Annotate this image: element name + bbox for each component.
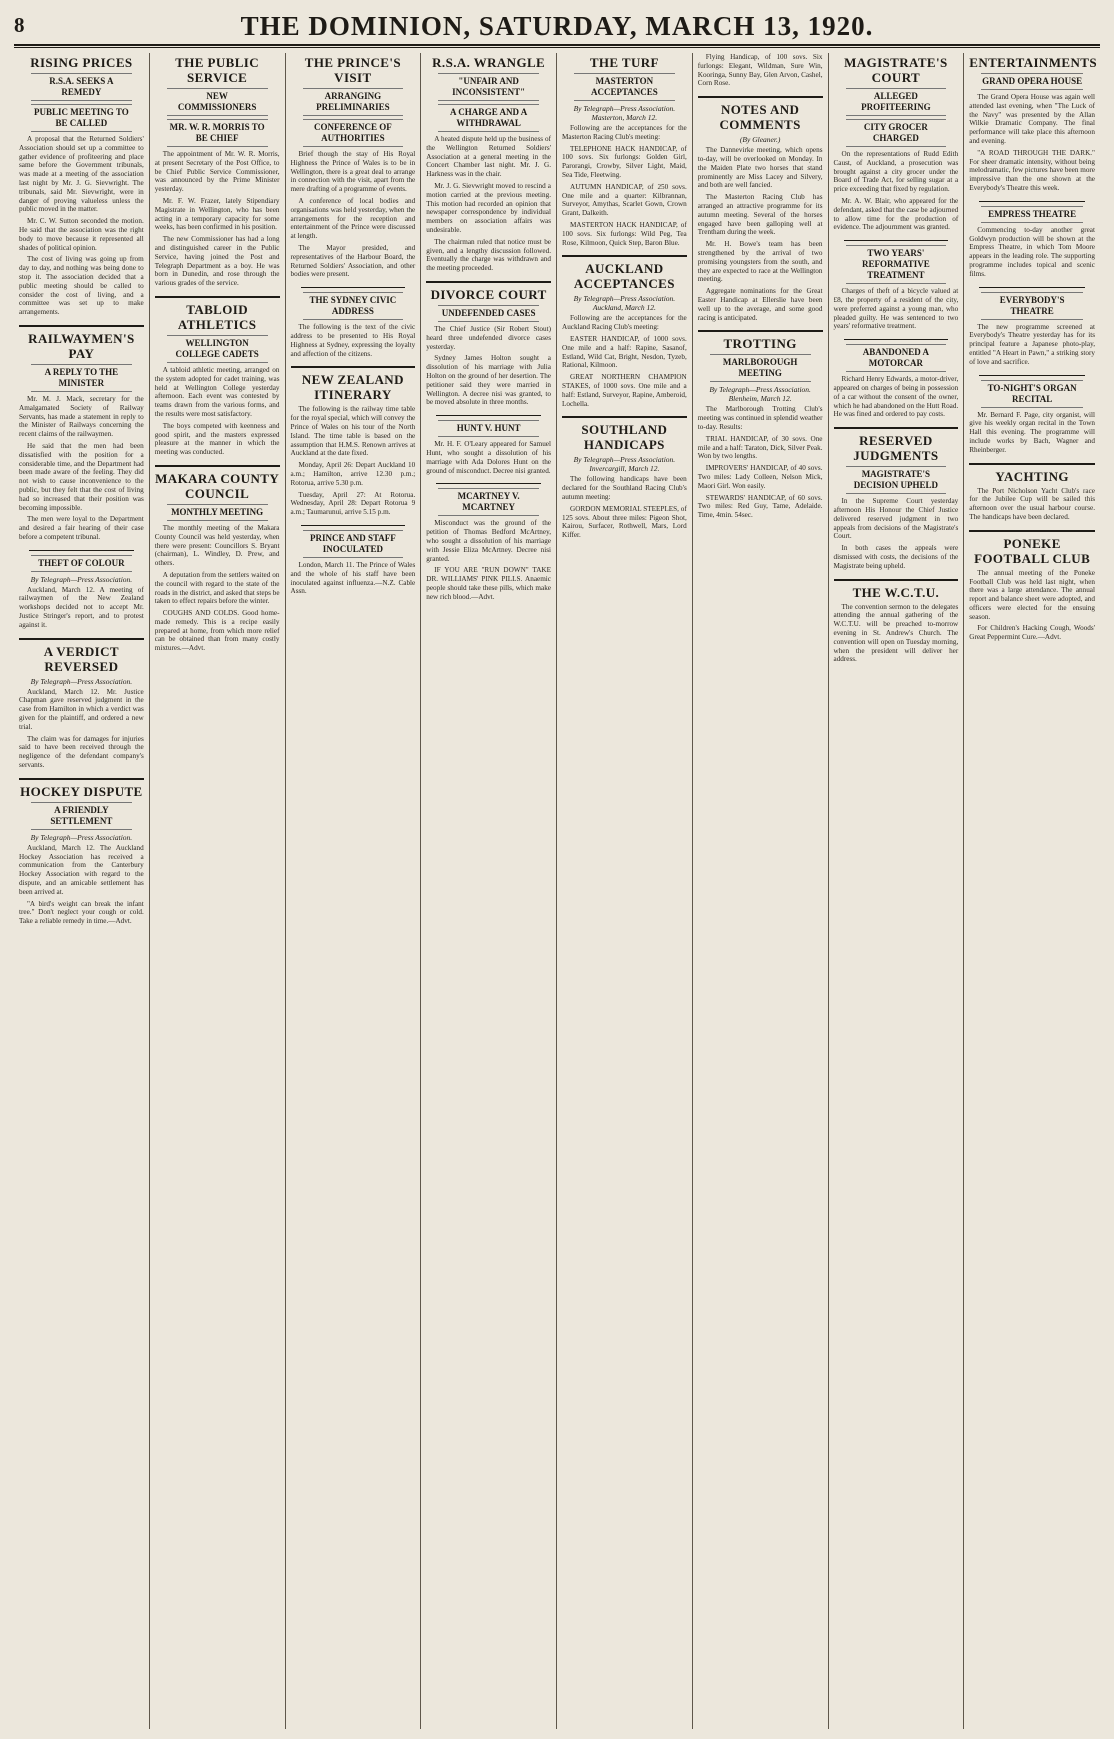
column-6	[693, 53, 829, 1729]
article	[969, 530, 1095, 642]
paragraph: On the representations of Rudd Edith Caust, of Auckland, a prosecution was brought against a city grocer under the Board of Trade Act, for selling sugar at a price exceeding that fixed by regulation.	[833, 150, 959, 194]
article	[291, 366, 416, 517]
paragraph: Misconduct was the ground of the petition of Thomas Bedford McArtney, who sought a dissolution of his marriage with Jessie Eliza McArtney. Decree nisi granted.	[426, 519, 551, 563]
paragraph: Mr. C. W. Sutton seconded the motion. He said that the association was the right body to move because it represented all shades of political opinion.	[19, 217, 144, 252]
headline: SOUTHLAND HANDICAPS	[581, 422, 668, 453]
column-8	[964, 53, 1100, 1729]
paragraph: Commencing to-day another great Goldwyn production will be shown at the Empress Theatre, in which Tom Moore appears in the leading role. The supporting programme includes topical and scenic films.	[969, 225, 1095, 278]
article-divider	[834, 427, 959, 429]
article	[19, 638, 144, 770]
paragraph: A conference of local bodies and organisations was held yesterday, when the arrangements for the reception and entertainment of the Prince were discussed at length.	[290, 196, 416, 241]
subheadline: THE SYDNEY CIVIC ADDRESS	[303, 292, 404, 320]
paragraph: Flying Handicap, of 100 sovs. Six furlongs: Elegant, Wildman, Sure Win, Kooringa, Sunny Bay, Glen Arvon, Cashel, Corn Rose.	[697, 53, 823, 88]
paragraph: The cost of living was going up from day to day, and nothing was being done to stop it. The association decided that a public meeting should be called to consider the cost of living, and a committee was set up to make arrangements.	[19, 255, 144, 317]
byline: By Telegraph—Press Association. Blenheim, March 12.	[709, 385, 811, 404]
article-divider	[698, 96, 823, 98]
subheadline: A REPLY TO THE MINISTER	[31, 364, 132, 392]
article	[969, 201, 1095, 279]
subheadline: TO-NIGHT'S ORGAN RECITAL	[981, 380, 1083, 408]
article-divider	[19, 325, 144, 327]
paragraph: The Dannevirke meeting, which opens to-day, will be overlooked on Monday. In the Maiden Plate two horses that stand prominently are Miss Lacey and Silvery, and both are well fancied.	[697, 146, 823, 190]
paragraph: "A ROAD THROUGH THE DARK." For sheer dramatic intensity, without being melodramatic, few pictures have been more impressive than the one shown at the Everybody's Theatre this week.	[969, 148, 1095, 192]
article	[19, 778, 144, 926]
paragraph: Mr. H. Bowe's team has been strengthened by the arrival of two promising youngsters from the south, and they are expected to race at the Wellington meeting.	[697, 240, 823, 284]
paragraph: Mr. H. F. O'Leary appeared for Samuel Hunt, who sought a dissolution of his marriage with Ada Dolores Hunt on the ground of misconduct. Decree nisi granted.	[426, 440, 551, 475]
headline: MAGISTRATE'S COURT	[844, 55, 948, 85]
paragraph: The Mayor presided, and representatives of the Harbour Board, the Returned Soldiers' Association, and other bodies were present.	[290, 243, 416, 279]
article	[562, 255, 687, 408]
headline: RISING PRICES	[30, 55, 133, 70]
paragraph: Mr. J. G. Sievwright moved to rescind a motion carried at the previous meeting. This motion had recorded an opinion that newspaper correspondence by individual members on association affairs was undesirable.	[426, 181, 551, 234]
article	[426, 55, 551, 273]
headline: NOTES AND COMMENTS	[719, 102, 801, 133]
paragraph: Tuesday, April 27: At Rotorua. Wednesday, April 28: Depart Rotorua 9 a.m.; Taumarunui, arrive 5.15 p.m.	[290, 490, 416, 517]
headline: TABLOID ATHLETICS	[177, 301, 257, 332]
subheadline: ARRANGING PRELIMINARIES	[303, 88, 404, 116]
subheadline: PUBLIC MEETING TO BE CALLED	[31, 104, 132, 132]
column-7	[829, 53, 965, 1729]
subheadline: CONFERENCE OF AUTHORITIES	[303, 119, 404, 147]
article-divider	[969, 463, 1095, 465]
article	[969, 55, 1095, 193]
paragraph: Mr. F. W. Frazer, lately Stipendiary Magistrate in Wellington, who has been acting in a temporary capacity for some weeks, has been confirmed in his position.	[154, 196, 280, 232]
headline: ENTERTAINMENTS	[969, 55, 1097, 70]
paragraph: "A bird's weight can break the infant tree." Don't neglect your cough or cold. Take a reliable remedy in time.—Advt.	[19, 899, 144, 926]
paragraph: STEWARDS' HANDICAP, of 60 sovs. Two miles: Red Guy, Tame, Adelaide. Time, 4min. 54sec.	[697, 493, 823, 520]
article-divider	[698, 330, 823, 332]
article-divider	[436, 483, 541, 484]
article	[834, 427, 959, 570]
paragraph: Auckland, March 12. The Auckland Hockey Association has received a communication from the Canterbury Hockey Association with regard to the dispute, and an amicable settlement has been arrived at.	[19, 843, 144, 896]
article	[155, 296, 280, 457]
paragraph: A tabloid athletic meeting, arranged on the system adopted for cadet training, was held at Wellington College yesterday afternoon. Each event was contested by teams drawn from the various forms, and the results were most satisfactory.	[154, 365, 280, 418]
subheadline: MARLBOROUGH MEETING	[710, 354, 811, 382]
article-divider	[301, 287, 406, 288]
paragraph: Brief though the stay of His Royal Highness the Prince of Wales is to be in Wellington, there is a great deal to arrange in connection with the visit, apart from the mere drafting of a programme of events.	[290, 150, 416, 194]
article	[291, 287, 416, 358]
paragraph: Following are the acceptances for the Auckland Racing Club's meeting:	[562, 314, 687, 332]
byline: By Telegraph—Press Association. Invercargill, March 12.	[573, 455, 676, 474]
paragraph: A deputation from the settlers waited on the council with regard to the state of the roads in the district, and asked that steps be taken to effect repairs before the winter.	[154, 570, 280, 606]
article-divider	[29, 550, 134, 551]
paragraph: MASTERTON HACK HANDICAP, of 100 sovs. Six furlongs: Wild Peg, Tea Rose, Kilmoon, Quick Step, Baron Blue.	[562, 220, 687, 247]
headline: THE PUBLIC SERVICE	[175, 55, 260, 85]
paragraph: The claim was for damages for injuries said to have been received through the negligence of the defendant company's servants.	[19, 734, 144, 770]
article-divider	[19, 778, 144, 780]
paragraph: COUGHS AND COLDS. Good home-made remedy. This is a recipe easily prepared at home, from which more relief can be obtained than from many costly mixtures.—Advt.	[154, 609, 280, 653]
article-divider	[19, 638, 144, 640]
column-1	[14, 53, 150, 1729]
article-divider	[979, 287, 1085, 288]
byline: By Telegraph—Press Association.	[30, 574, 133, 584]
headline: YACHTING	[995, 468, 1069, 484]
article	[19, 55, 144, 317]
subheadline: A CHARGE AND A WITHDRAWAL	[438, 104, 539, 132]
page-number: 8	[14, 13, 25, 37]
paragraph: The new Commissioner has had a long and distinguished career in the Public Service, having joined the Post and Telegraph Department as a boy. He was born in Dunedin, and rose through the various grades of the service.	[154, 235, 280, 288]
headline: MAKARA COUNTY COUNCIL	[155, 470, 280, 501]
paragraph: Sydney James Holton sought a dissolution of his marriage with Julia Holton on the ground of her desertion. The petitioner said they were married in Wellington. A decree nisi was granted, to be moved absolute in three months.	[426, 354, 551, 407]
headline: THE PRINCE'S VISIT	[304, 55, 401, 85]
paragraph: The Grand Opera House was again well attended last evening, when "The Luck of the Navy" was presented by the Allan Wilkie Dramatic Company. The final performance will take place this afternoon and evening.	[969, 93, 1095, 145]
article-divider	[562, 255, 687, 257]
paragraph: For Children's Hacking Cough, Woods' Great Peppermint Cure.—Advt.	[969, 624, 1095, 642]
paragraph: Monday, April 26: Depart Auckland 10 a.m.; Hamilton, arrive 12.30 p.m.; Rotorua, arrive 5.30 p.m.	[290, 461, 416, 487]
article-divider	[979, 201, 1085, 202]
masthead	[14, 10, 1100, 46]
paragraph: GREAT NORTHERN CHAMPION STAKES, of 1000 sovs. One mile and a half: Estland, Surveyor, Rapine, Amberoid, Lochella.	[562, 373, 687, 408]
article	[426, 483, 551, 601]
article-divider	[291, 366, 416, 368]
subheadline: NEW COMMISSIONERS	[167, 88, 268, 116]
article	[698, 96, 823, 322]
paragraph: The boys competed with keenness and good spirit, and the masters expressed pleasure at the manner in which the meeting was conducted.	[154, 421, 280, 457]
paragraph: Mr. A. W. Blair, who appeared for the defendant, asked that the case be adjourned to allow time for the production of evidence. The adjournment was granted.	[833, 196, 959, 232]
paragraph: Aggregate nominations for the Great Easter Handicap at Ellerslie have been well up to the average, and some good racing is anticipated.	[697, 287, 823, 322]
article	[562, 416, 687, 540]
subheadline: HUNT V. HUNT	[438, 420, 539, 437]
subheadline: MONTHLY MEETING	[167, 504, 268, 521]
article-divider	[844, 240, 949, 241]
newspaper-title: THE DOMINION, SATURDAY, MARCH 13, 1920.	[240, 11, 874, 41]
subheadline: R.S.A. SEEKS A REMEDY	[31, 73, 132, 101]
paragraph: Mr. M. J. Mack, secretary for the Amalgamated Society of Railway Servants, has made a statement in reply to the Minister of Railways concerning the recent claims of the railwaymen.	[19, 394, 144, 439]
subheadline: GRAND OPERA HOUSE	[981, 73, 1083, 90]
article-divider	[436, 415, 541, 416]
subheadline: MR. W. R. MORRIS TO BE CHIEF	[167, 119, 268, 147]
article-divider	[155, 296, 280, 298]
paragraph: The convention sermon to the delegates attending the annual gathering of the W.C.T.U. will be preached to-morrow evening in St. Andrew's Church. The convention will open on Tuesday morning, when the president will deliver her address.	[833, 602, 959, 664]
subheadline: THEFT OF COLOUR	[31, 555, 132, 572]
article	[426, 281, 551, 407]
byline: (By Gleaner.)	[739, 135, 781, 145]
paragraph: The Port Nicholson Yacht Club's race for the Jubilee Cup will be sailed this afternoon over the usual harbour course. The handicaps have been declared.	[969, 486, 1095, 521]
paragraph: Auckland, March 12. A meeting of railwaymen of the New Zealand workshops decided not to accept Mr. Justice Stringer's report, and to protest against it.	[19, 585, 144, 629]
headline: DIVORCE COURT	[430, 286, 547, 302]
headline: NEW ZEALAND ITINERARY	[301, 372, 404, 403]
paragraph: TRIAL HANDICAP, of 30 sovs. One mile and a half: Taraton, Dick, Silver Peak. Won by two lengths.	[697, 434, 823, 461]
subheadline: UNDEFENDED CASES	[438, 305, 539, 322]
headline: RESERVED JUDGMENTS	[853, 433, 939, 464]
subheadline: MAGISTRATE'S DECISION UPHELD	[846, 466, 947, 494]
subheadline: EVERYBODY'S THEATRE	[981, 292, 1083, 320]
paragraph: TELEPHONE HACK HANDICAP, of 100 sovs. Six furlongs: Golden Girl, Parorangi, Crowby, Silver Light, Maid, Sea Tide, Fleetwing.	[562, 144, 687, 179]
paragraph: He said that the men had been dissatisfied with the position for a considerable time, and the Department had been made aware of the feeling. They did not wish to cause inconvenience to the public, but they felt that the cost of living had so increased that their position was becoming impossible.	[19, 441, 144, 512]
subheadline: PRINCE AND STAFF INOCULATED	[303, 530, 404, 558]
paragraph: The monthly meeting of the Makara County Council was held yesterday, when there were present: Councillors S. Bryant (chairman), L. Windley, D. Prew, and others.	[154, 523, 280, 568]
article	[155, 55, 280, 288]
subheadline: ALLEGED PROFITEERING	[846, 88, 947, 116]
article	[698, 53, 823, 88]
article	[698, 330, 823, 520]
headline: RAILWAYMEN'S PAY	[28, 330, 135, 361]
paragraph: The Masterton Racing Club has arranged an attractive programme for its autumn meeting. Several of the horses engaged have been galloping well at Trentham during the week.	[697, 193, 823, 237]
subheadline: WELLINGTON COLLEGE CADETS	[167, 335, 268, 363]
masthead-rule	[14, 47, 1100, 48]
article-divider	[155, 465, 280, 467]
article-divider	[426, 281, 551, 283]
paragraph: The Chief Justice (Sir Robert Stout) heard three undefended divorce cases yesterday.	[426, 324, 551, 351]
article	[19, 325, 144, 542]
article	[155, 465, 280, 653]
column-4	[421, 53, 557, 1729]
paragraph: The annual meeting of the Poneke Football Club was held last night, when there was a large attendance. The annual report and balance sheet were adopted, and officers were elected for the ensuing season.	[969, 568, 1095, 621]
article	[834, 339, 959, 419]
paragraph: IF YOU ARE "RUN DOWN" TAKE DR. WILLIAMS' PINK PILLS. Anaemic people should take these pills, which make new rich blood.—Advt.	[426, 566, 551, 601]
paragraph: London, March 11. The Prince of Wales and the whole of his staff have been inoculated against influenza.—N.Z. Cable Assn.	[290, 560, 416, 596]
byline: By Telegraph—Press Association.	[30, 676, 133, 686]
headline: AUCKLAND ACCEPTANCES	[573, 261, 675, 292]
paragraph: In both cases the appeals were dismissed with costs, the decisions of the Magistrate being upheld.	[833, 544, 959, 570]
subheadline: ABANDONED A MOTORCAR	[846, 344, 947, 372]
article	[969, 375, 1095, 455]
paragraph: A heated dispute held up the business of the Wellington Returned Soldiers' Association at a general meeting in the Concert Chamber last night. Mr. J. G. Harkness was in the chair.	[426, 135, 551, 179]
subheadline: "UNFAIR AND INCONSISTENT"	[438, 73, 539, 101]
paragraph: The following is the railway time table for the royal special, which will convey the Prince of Wales on his tour of the North Island. The time table is based on the assumption that H.M.S. Renown arrives at Auckland at the date fixed.	[290, 405, 416, 458]
paragraph: Charges of theft of a bicycle valued at £8, the property of a resident of the city, were preferred against a young man, who pleaded guilty. He was sentenced to two years' reformative treatment.	[833, 287, 959, 331]
article-divider	[844, 339, 949, 340]
article	[834, 240, 959, 331]
subheadline: MCARTNEY V. MCARTNEY	[438, 488, 539, 516]
article-divider	[979, 375, 1085, 376]
headline: A VERDICT REVERSED	[43, 643, 119, 674]
article-divider	[834, 579, 959, 581]
paragraph: The chairman ruled that notice must be given, and a lengthy discussion followed. Eventually the charge was withdrawn and the meeting proceeded.	[426, 237, 551, 273]
paragraph: AUTUMN HANDICAP, of 250 sovs. One mile and a quarter: Kilbrannan, Surveyor, Amythas, Scarlet Gown, Crown Grant, Dalkeith.	[562, 182, 687, 218]
byline: By Telegraph—Press Association. Masterton, March 12.	[573, 104, 676, 122]
headline: THE TURF	[589, 55, 659, 70]
byline: By Telegraph—Press Association.	[30, 832, 133, 842]
subheadline: A FRIENDLY SETTLEMENT	[31, 802, 132, 830]
paragraph: The Marlborough Trotting Club's meeting was continued in splendid weather to-day. Results:	[697, 405, 823, 431]
article	[19, 550, 144, 630]
paragraph: GORDON MEMORIAL STEEPLES, of 125 sovs. About three miles: Pigeon Shot, Kairou, Surfacer, Rothwell, Mars, Lord Kiffer.	[562, 504, 687, 540]
paragraph: Mr. Bernard F. Page, city organist, will give his weekly organ recital in the Town Hall this evening. The programme will include works by Bach, Wagner and Rheinberger.	[969, 410, 1095, 454]
columns-grid	[14, 53, 1100, 1729]
paragraph: Richard Henry Edwards, a motor-driver, appeared on charges of being in possession of a car without the consent of the owner, which he had abandoned on the Hutt Road. He was fined and ordered to pay costs.	[833, 375, 959, 419]
headline: THE W.C.T.U.	[852, 584, 940, 600]
headline: HOCKEY DISPUTE	[20, 783, 143, 799]
article	[969, 463, 1095, 522]
headline: PONEKE FOOTBALL CLUB	[974, 535, 1091, 566]
article	[562, 55, 687, 247]
headline: TROTTING	[723, 336, 797, 352]
paragraph: The appointment of Mr. W. R. Morris, at present Secretary of the Post Office, to be Chief Public Service Commissioner, was announced by the Prime Minister yesterday.	[154, 150, 280, 194]
paragraph: Auckland, March 12. Mr. Justice Chapman gave reserved judgment in the case from Hamilton in which a verdict was given for the plaintiff, and ordered a new trial.	[19, 687, 144, 731]
column-2	[150, 53, 286, 1729]
byline: By Telegraph—Press Association. Auckland, March 12.	[573, 294, 676, 313]
paragraph: The men were loyal to the Department and desired a fair hearing of their case before a competent tribunal.	[19, 515, 144, 541]
column-3	[286, 53, 422, 1729]
paragraph: EASTER HANDICAP, of 1000 sovs. One mile and a half: Rapine, Sasanof, Estland, Wild Cat, Bright, Nesdon, Tyzeb, Rational, Kilmoon.	[562, 334, 687, 370]
paragraph: The following is the text of the civic address to be presented to His Royal Highness at Sydney, expressing the loyalty and affection of the citizens.	[290, 323, 416, 358]
paragraph: The new programme screened at Everybody's Theatre yesterday has for its principal feature a Japanese photo-play, entitled "A Heart in Pawn," a striking story of love and sacrifice.	[969, 322, 1095, 366]
article	[291, 55, 416, 279]
paragraph: IMPROVERS' HANDICAP, of 40 sovs. Two miles: Lady Colleen, Nelson Mick, Maori Girl. Won easily.	[697, 464, 823, 490]
paragraph: In the Supreme Court yesterday afternoon His Honour the Chief Justice delivered reserved judgment in two appeals from decisions of the Magistrate's Court.	[833, 497, 959, 541]
column-5	[557, 53, 693, 1729]
article	[834, 55, 959, 232]
article-divider	[562, 416, 687, 418]
article	[291, 525, 416, 596]
paragraph: Following are the acceptances for the Masterton Racing Club's meeting:	[562, 124, 687, 141]
subheadline: MASTERTON ACCEPTANCES	[574, 73, 675, 101]
article-divider	[969, 530, 1095, 532]
subheadline: TWO YEARS' REFORMATIVE TREATMENT	[846, 245, 947, 284]
headline: R.S.A. WRANGLE	[432, 55, 546, 70]
article-divider	[301, 525, 406, 526]
paragraph: A proposal that the Returned Soldiers' Association should set up a committee to gather evidence of profiteering and place same before the Government tribunals, was made at a meeting of the association last night by Mr. J. G. Sievwright. The tribunals, said Mr. Sievwright, were in danger of proving valueless unless the public moved in the matter.	[19, 135, 144, 214]
article	[834, 579, 959, 665]
subheadline: EMPRESS THEATRE	[981, 206, 1083, 223]
subheadline: CITY GROCER CHARGED	[846, 119, 947, 147]
paragraph: The following handicaps have been declared for the Southland Racing Club's autumn meeting:	[562, 475, 687, 501]
article	[426, 415, 551, 475]
article	[969, 287, 1095, 367]
